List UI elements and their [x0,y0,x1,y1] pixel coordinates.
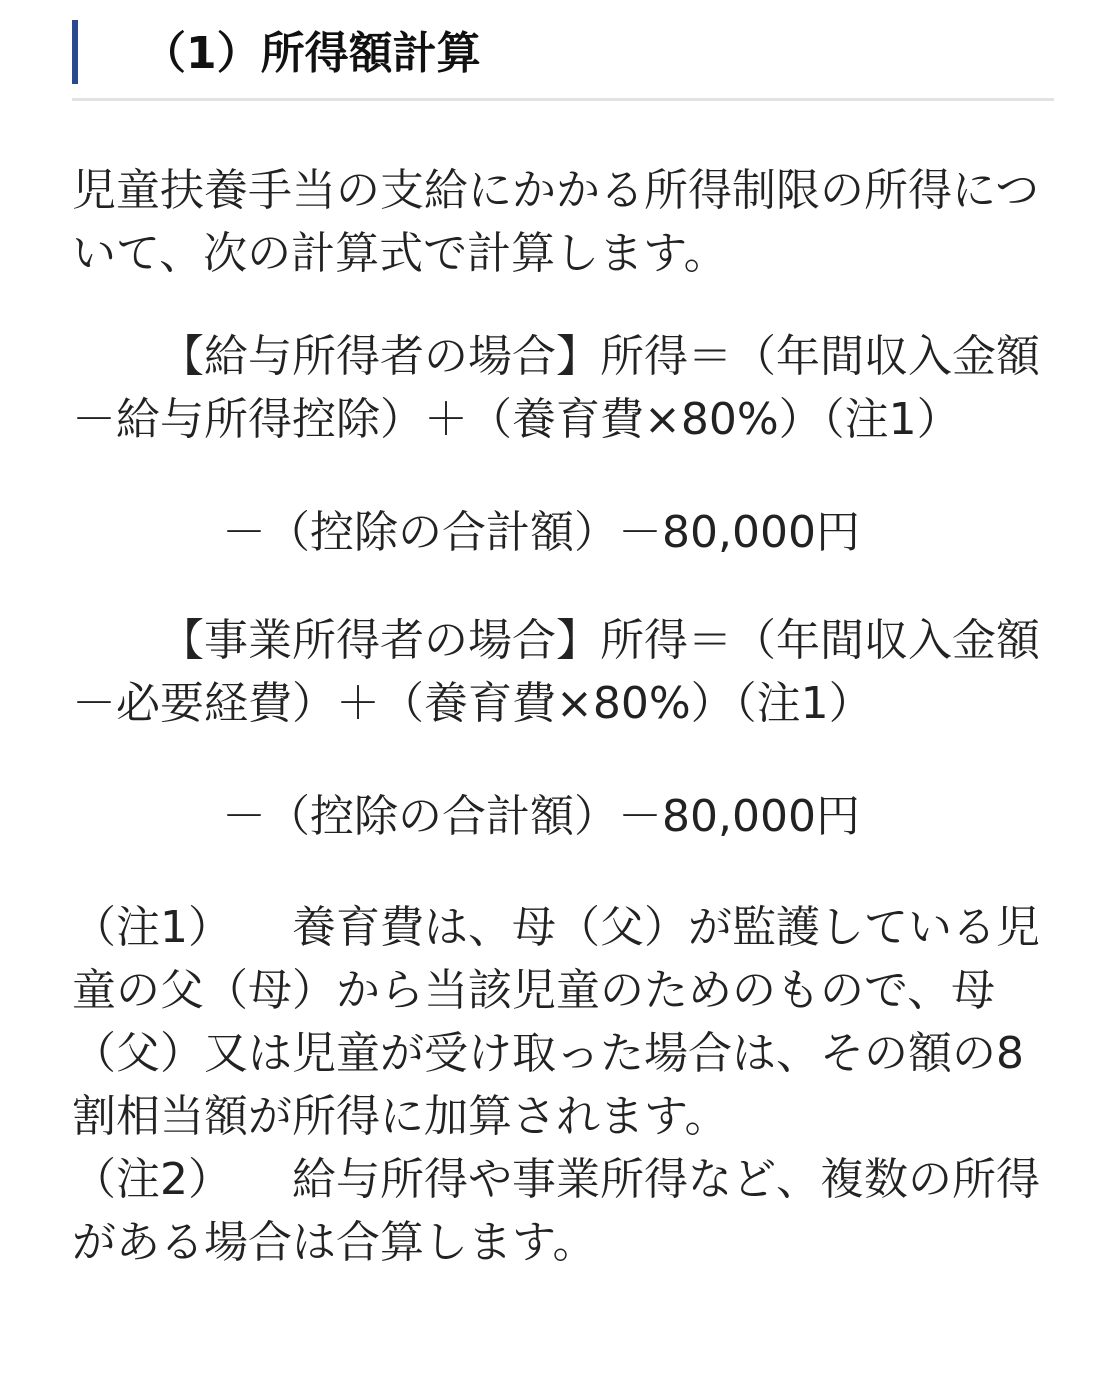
note-2-mark: （注2） [72,1154,232,1205]
salary-formula [72,325,1054,451]
note-2-text: 給与所得や事業所得など、複数の所得がある場合は合算します。 [72,1154,1040,1268]
salary-formula-continuation: －（控除の合計額）－80,000円 [222,507,860,558]
salary-formula-label: 【給与所得者の場合】 [160,331,600,382]
business-formula-expression: 所得＝（年間収入金額－必要経費）＋（養育費×80%）（注1） [72,615,1040,729]
intro-paragraph: 児童扶養手当の支給にかかる所得制限の所得について、次の計算式で計算します。 [72,165,1040,279]
note-1-mark: （注1） [72,902,232,953]
notes-block [72,896,1054,1274]
business-formula-label: 【事業所得者の場合】 [160,615,600,666]
heading-accent-bar [72,20,78,84]
note-1 [72,896,1054,1148]
note-1-text: 養育費は、母（父）が監護している児童の父（母）から当該児童のためのもので、母（父）又は児童が受け取った場合は、その額の8割相当額が所得に加算されます。 [72,902,1040,1142]
content-page [72,0,1054,1274]
salary-formula-expression: 所得＝（年間収入金額－給与所得控除）＋（養育費×80%）（注1） [72,331,1040,445]
page-title: （1）所得額計算 [142,28,481,79]
section-heading [72,0,1054,101]
business-formula-continuation: －（控除の合計額）－80,000円 [222,791,860,842]
business-formula [72,609,1054,735]
note-2 [72,1148,1054,1274]
